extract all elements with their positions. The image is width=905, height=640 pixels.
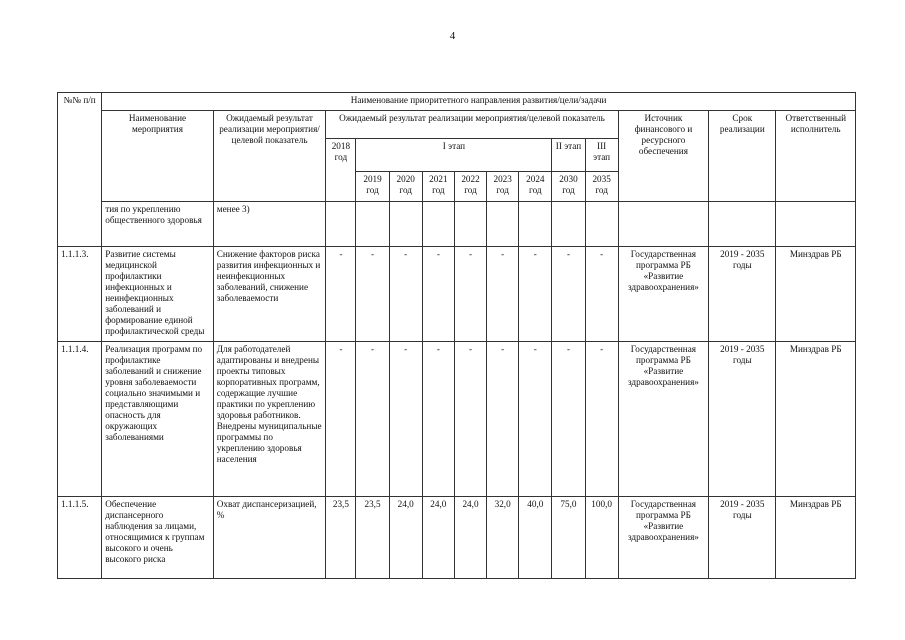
row-value: 23,5 xyxy=(326,497,356,579)
row-name: Реализация программ по профилактике заболеваний и снижение уровня заболеваемости социально значимыми и представляющими опасность для окружающих заболеваниями xyxy=(102,342,214,497)
plan-table xyxy=(57,92,856,579)
header-year: 2020 год xyxy=(389,172,422,202)
row-value: - xyxy=(552,342,585,497)
row-number: 1.1.1.4. xyxy=(58,342,102,497)
row-value xyxy=(454,202,486,247)
row-term: 2019 - 2035 годы xyxy=(709,497,776,579)
header-year: 2023 год xyxy=(487,172,519,202)
row-responsible: Минздрав РБ xyxy=(776,342,856,497)
row-value: - xyxy=(454,342,486,497)
page-number: 4 xyxy=(449,30,456,42)
row-value xyxy=(487,202,519,247)
row-value: 75,0 xyxy=(552,497,585,579)
row-value: - xyxy=(356,247,389,342)
header-year: 2019 год xyxy=(356,172,389,202)
row-value: - xyxy=(326,342,356,497)
header-stage-1: I этап xyxy=(356,139,552,172)
row-value: - xyxy=(389,342,422,497)
row-value: 40,0 xyxy=(519,497,552,579)
header-year: 2024 год xyxy=(519,172,552,202)
row-value xyxy=(356,202,389,247)
row-value: - xyxy=(326,247,356,342)
row-value: - xyxy=(422,342,454,497)
header-priority: Наименование приоритетного направления развития/цели/задачи xyxy=(102,93,856,111)
header-responsible: Ответственный исполнитель xyxy=(776,111,856,202)
row-value: - xyxy=(389,247,422,342)
row-value: 23,5 xyxy=(356,497,389,579)
row-source: Государственная программа РБ «Развитие здравоохранения» xyxy=(618,247,708,342)
row-number: 1.1.1.5. xyxy=(58,497,102,579)
header-base-year: 2018 год xyxy=(326,139,356,202)
row-value xyxy=(326,202,356,247)
row-value xyxy=(422,202,454,247)
row-source: Государственная программа РБ «Развитие здравоохранения» xyxy=(618,497,708,579)
row-responsible: Минздрав РБ xyxy=(776,497,856,579)
row-value xyxy=(519,202,552,247)
header-stage-2: II этап xyxy=(552,139,585,172)
row-value xyxy=(389,202,422,247)
row-value: - xyxy=(487,342,519,497)
row-value: - xyxy=(422,247,454,342)
table-row xyxy=(58,497,856,579)
row-source: Государственная программа РБ «Развитие здравоохранения» xyxy=(618,342,708,497)
row-term: 2019 - 2035 годы xyxy=(709,247,776,342)
header-expected-values: Ожидаемый результат реализации мероприятия/целевой показатель xyxy=(326,111,618,139)
table-row xyxy=(58,342,856,497)
row-value: - xyxy=(487,247,519,342)
table-row xyxy=(58,247,856,342)
row-value: 100,0 xyxy=(585,497,618,579)
header-source: Источник финансового и ресурсного обеспечения xyxy=(618,111,708,202)
header-year: 2021 год xyxy=(422,172,454,202)
row-name: тия по укреплению общественного здоровья xyxy=(102,202,214,247)
row-value: 32,0 xyxy=(487,497,519,579)
header-stage-3: III этап xyxy=(585,139,618,172)
row-name: Обеспечение диспансерного наблюдения за лицами, относящимися к группам высокого и очень высокого риска xyxy=(102,497,214,579)
row-value: - xyxy=(454,247,486,342)
table-row xyxy=(58,202,856,247)
row-term: 2019 - 2035 годы xyxy=(709,342,776,497)
row-indicator: Для работодателей адаптированы и внедрены проекты типовых корпоративных программ, содержащие лучшие практики по укреплению здоровья работников. Внедрены муниципальные программы по укреплению здоровья населения xyxy=(213,342,326,497)
header-row-2 xyxy=(58,111,856,139)
row-responsible xyxy=(776,202,856,247)
header-year: 2035 год xyxy=(585,172,618,202)
row-value: - xyxy=(552,247,585,342)
row-value: - xyxy=(356,342,389,497)
row-indicator: Снижение факторов риска развития инфекционных и неинфекционных заболеваний, снижение заболеваемости xyxy=(213,247,326,342)
row-value: - xyxy=(585,342,618,497)
header-event-name: Наименование мероприятия xyxy=(102,111,214,202)
row-value: 24,0 xyxy=(422,497,454,579)
row-indicator: Охват диспансеризацией, % xyxy=(213,497,326,579)
row-value xyxy=(585,202,618,247)
header-expected-result: Ожидаемый результат реализации мероприятия/целевой показатель xyxy=(213,111,326,202)
header-row-1 xyxy=(58,93,856,111)
row-value: - xyxy=(519,247,552,342)
row-name: Развитие системы медицинской профилактики инфекционных и неинфекционных заболеваний и формирование единой профилактической среды xyxy=(102,247,214,342)
row-value: - xyxy=(585,247,618,342)
row-source xyxy=(618,202,708,247)
header-year: 2022 год xyxy=(454,172,486,202)
row-responsible: Минздрав РБ xyxy=(776,247,856,342)
header-num: №№ п/п xyxy=(58,93,102,247)
row-value: - xyxy=(519,342,552,497)
row-value: 24,0 xyxy=(454,497,486,579)
row-value: 24,0 xyxy=(389,497,422,579)
row-indicator: менее 3) xyxy=(213,202,326,247)
row-value xyxy=(552,202,585,247)
row-number: 1.1.1.3. xyxy=(58,247,102,342)
header-year: 2030 год xyxy=(552,172,585,202)
row-term xyxy=(709,202,776,247)
header-term: Срок реализации xyxy=(709,111,776,202)
